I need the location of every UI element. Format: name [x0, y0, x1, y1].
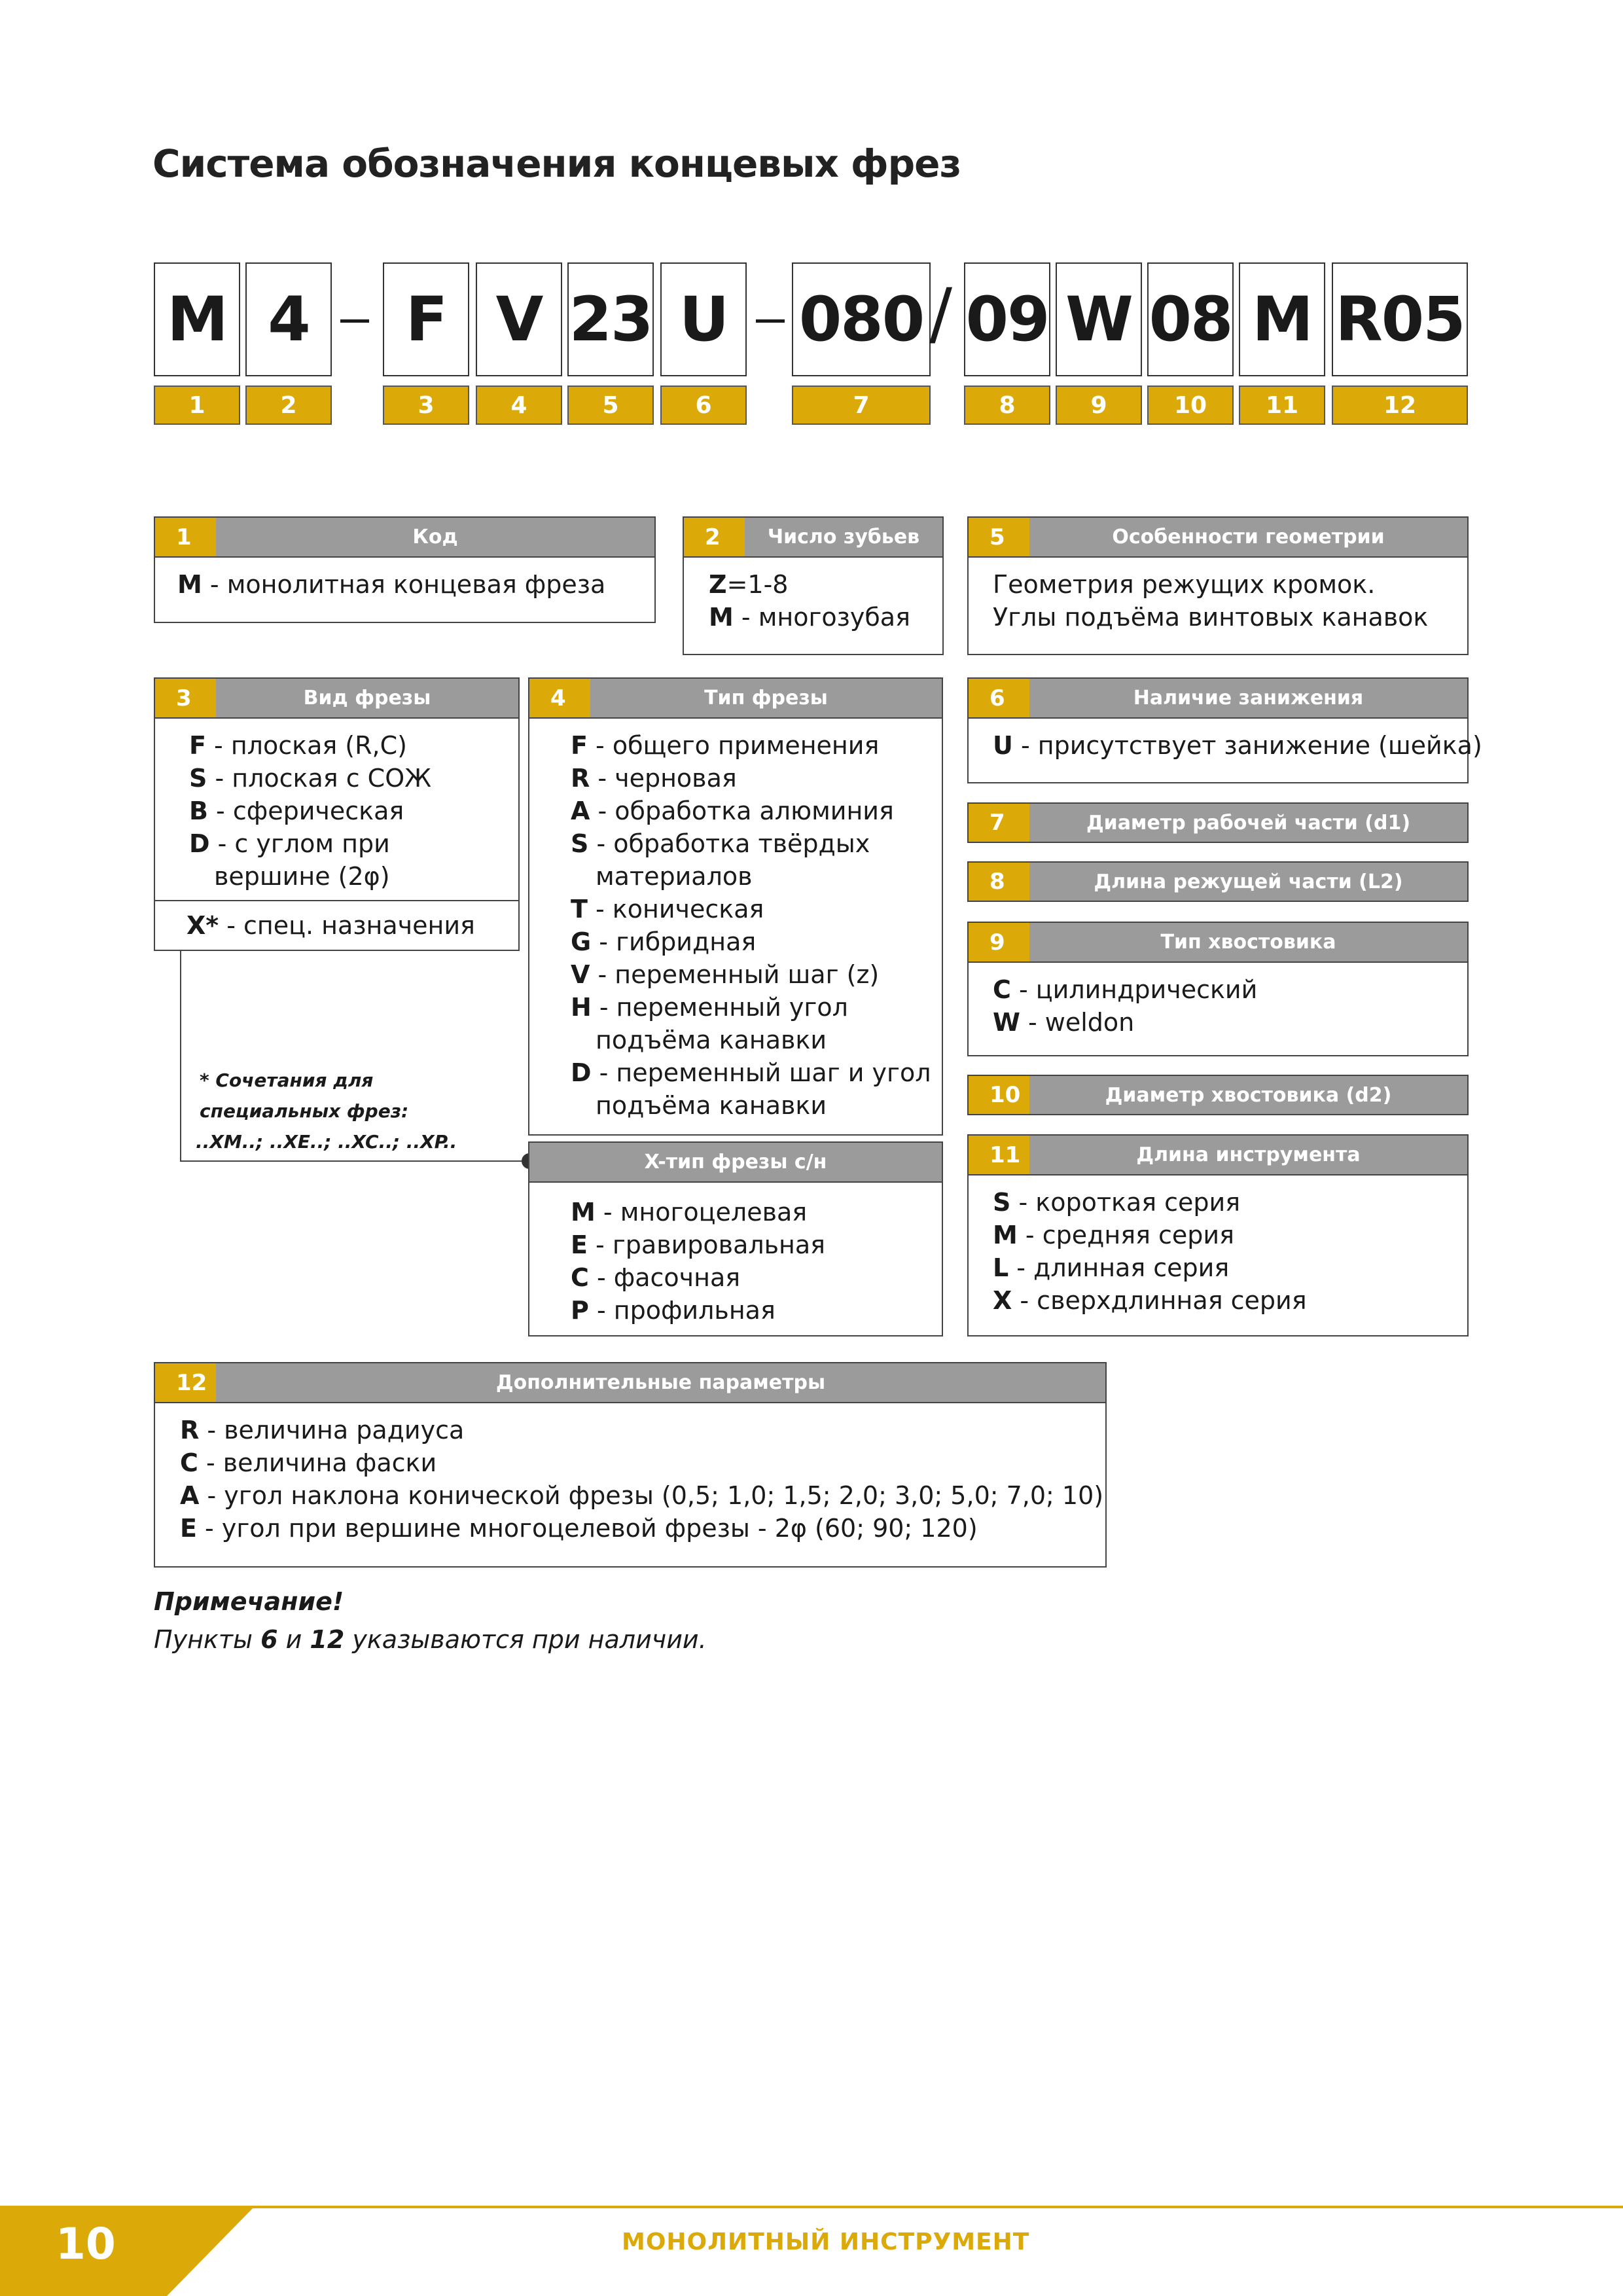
- code-char-12: R05: [1332, 262, 1468, 376]
- panel-l2: [967, 861, 1469, 902]
- page-title: Система обозначения концевых фрез: [152, 141, 961, 186]
- panel-title: X-тип фрезы с/н: [529, 1143, 942, 1181]
- panel-number: 1: [155, 518, 216, 556]
- list-item: D - переменный шаг и угол: [571, 1058, 931, 1087]
- panel-cutter-type: [528, 677, 943, 1136]
- panel-number: 7: [969, 804, 1029, 842]
- panel-number: 12: [155, 1363, 216, 1402]
- page-number: 10: [56, 2219, 116, 2269]
- list-item: X - сверхдлинная серия: [993, 1286, 1307, 1315]
- list-item: R - величина радиуса: [180, 1416, 465, 1444]
- code-num-1: 1: [154, 386, 240, 425]
- panel-d1: [967, 802, 1469, 843]
- code-num-11: 11: [1239, 386, 1325, 425]
- panel-extra-params: [154, 1362, 1107, 1568]
- panel-title: Наличие занижения: [1029, 679, 1467, 717]
- list-item: M - монолитная концевая фреза: [177, 570, 606, 599]
- code-slash: /: [929, 274, 953, 353]
- code-num-2: 2: [245, 386, 332, 425]
- list-item: A - обработка алюминия: [571, 797, 894, 825]
- panel-teeth: [683, 516, 944, 655]
- panel-number: 10: [969, 1076, 1029, 1114]
- list-item: V - переменный шаг (z): [571, 960, 880, 989]
- list-item: материалов: [596, 862, 753, 891]
- panel-title: Код: [216, 518, 654, 556]
- panel-neck: [967, 677, 1482, 783]
- panel-geometry: [967, 516, 1469, 655]
- panel-title: Тип фрезы: [590, 679, 942, 717]
- code-char-5: 23: [567, 262, 654, 376]
- panel-number: 5: [969, 518, 1029, 556]
- panel-number: 6: [969, 679, 1029, 717]
- list-item: S - обработка твёрдых: [571, 829, 870, 858]
- panel-x-type: [528, 1141, 943, 1336]
- list-item: U - присутствует занижение (шейка): [993, 731, 1482, 760]
- panel-title: Длина режущей части (L2): [1029, 863, 1467, 901]
- panel-code: [154, 516, 656, 623]
- code-num-4: 4: [476, 386, 562, 425]
- code-char-2: 4: [245, 262, 332, 376]
- panel-length: [967, 1134, 1469, 1336]
- code-num-7: 7: [792, 386, 931, 425]
- connector-line: [180, 1160, 531, 1162]
- code-num-12: 12: [1332, 386, 1468, 425]
- list-item: C - величина фаски: [180, 1448, 437, 1477]
- code-num-9: 9: [1056, 386, 1142, 425]
- list-item: C - цилиндрический: [993, 975, 1258, 1004]
- panel-title: Число зубьев: [745, 518, 942, 556]
- panel-title: Вид фрезы: [216, 679, 518, 717]
- panel-cutter-kind: [154, 677, 520, 951]
- panel-number: 4: [529, 679, 590, 717]
- list-item: M - средняя серия: [993, 1221, 1234, 1249]
- panel-number: 8: [969, 863, 1029, 901]
- list-item: S - короткая серия: [993, 1188, 1241, 1217]
- list-item: F - общего применения: [571, 731, 880, 760]
- list-item: E - гравировальная: [571, 1230, 826, 1259]
- panel-number: 9: [969, 923, 1029, 961]
- panel-title: Тип хвостовика: [1029, 923, 1467, 961]
- code-num-6: 6: [660, 386, 747, 425]
- code-char-8: 09: [964, 262, 1050, 376]
- divider: [155, 900, 518, 901]
- list-item: M - многоцелевая: [571, 1198, 808, 1227]
- panel-d2: [967, 1075, 1469, 1115]
- panel-number: 3: [155, 679, 216, 717]
- special-purpose-row: X* - спец. назначения: [187, 911, 475, 940]
- code-char-3: F: [383, 262, 469, 376]
- code-char-7: 080: [792, 262, 931, 376]
- panel-title: Дополнительные параметры: [216, 1363, 1105, 1402]
- code-char-9: W: [1056, 262, 1142, 376]
- special-combos-note: * Сочетания для специальных фрез: ..XM..; ..XE..; ..XC..; ..XP..: [196, 1069, 457, 1153]
- list-item: подъёма канавки: [596, 1091, 827, 1120]
- code-char-11: M: [1239, 262, 1325, 376]
- panel-title: Диаметр рабочей части (d1): [1029, 804, 1467, 842]
- panel-number: 11: [969, 1136, 1029, 1174]
- list-item: A - угол наклона конической фрезы (0,5; 1,0; 1,5; 2,0; 3,0; 5,0; 7,0; 10): [180, 1481, 1104, 1510]
- list-item: E - угол при вершине многоцелевой фрезы - 2φ (60; 90; 120): [180, 1514, 978, 1543]
- list-item: P - профильная: [571, 1296, 776, 1325]
- list-item: Геометрия режущих кромок.: [993, 570, 1376, 599]
- footnote: Примечание! Пункты 6 и 12 указываются при наличии.: [154, 1587, 707, 1654]
- list-item: подъёма канавки: [596, 1026, 827, 1054]
- panel-shank-type: [967, 922, 1469, 1056]
- list-item: C - фасочная: [571, 1263, 741, 1292]
- list-item: F - плоская (R,C): [189, 731, 407, 760]
- panel-title: Диаметр хвостовика (d2): [1029, 1076, 1467, 1114]
- code-dash: [340, 319, 369, 323]
- code-num-3: 3: [383, 386, 469, 425]
- list-item: H - переменный угол: [571, 993, 848, 1022]
- panel-title: Длина инструмента: [1029, 1136, 1467, 1174]
- list-item: R - черновая: [571, 764, 737, 793]
- footer-section-title: МОНОЛИТНЫЙ ИНСТРУМЕНТ: [622, 2229, 1030, 2255]
- list-item: L - длинная серия: [993, 1253, 1230, 1282]
- code-char-6: U: [660, 262, 747, 376]
- list-item: Углы подъёма винтовых канавок: [993, 603, 1429, 632]
- list-item: S - плоская с СОЖ: [189, 764, 432, 793]
- code-num-5: 5: [567, 386, 654, 425]
- list-item: B - сферическая: [189, 797, 404, 825]
- list-item: Z=1-8: [709, 570, 789, 599]
- code-char-4: V: [476, 262, 562, 376]
- list-item: D - с углом при: [189, 829, 390, 858]
- list-item: вершине (2φ): [214, 862, 390, 891]
- code-num-10: 10: [1147, 386, 1234, 425]
- code-char-10: 08: [1147, 262, 1234, 376]
- connector-line: [180, 950, 181, 1162]
- code-char-1: M: [154, 262, 240, 376]
- list-item: W - weldon: [993, 1008, 1135, 1037]
- code-dash: [756, 319, 785, 323]
- panel-number: 2: [684, 518, 745, 556]
- list-item: G - гибридная: [571, 927, 757, 956]
- list-item: T - коническая: [571, 895, 764, 924]
- list-item: M - многозубая: [709, 603, 910, 632]
- code-num-8: 8: [964, 386, 1050, 425]
- panel-title: Особенности геометрии: [1029, 518, 1467, 556]
